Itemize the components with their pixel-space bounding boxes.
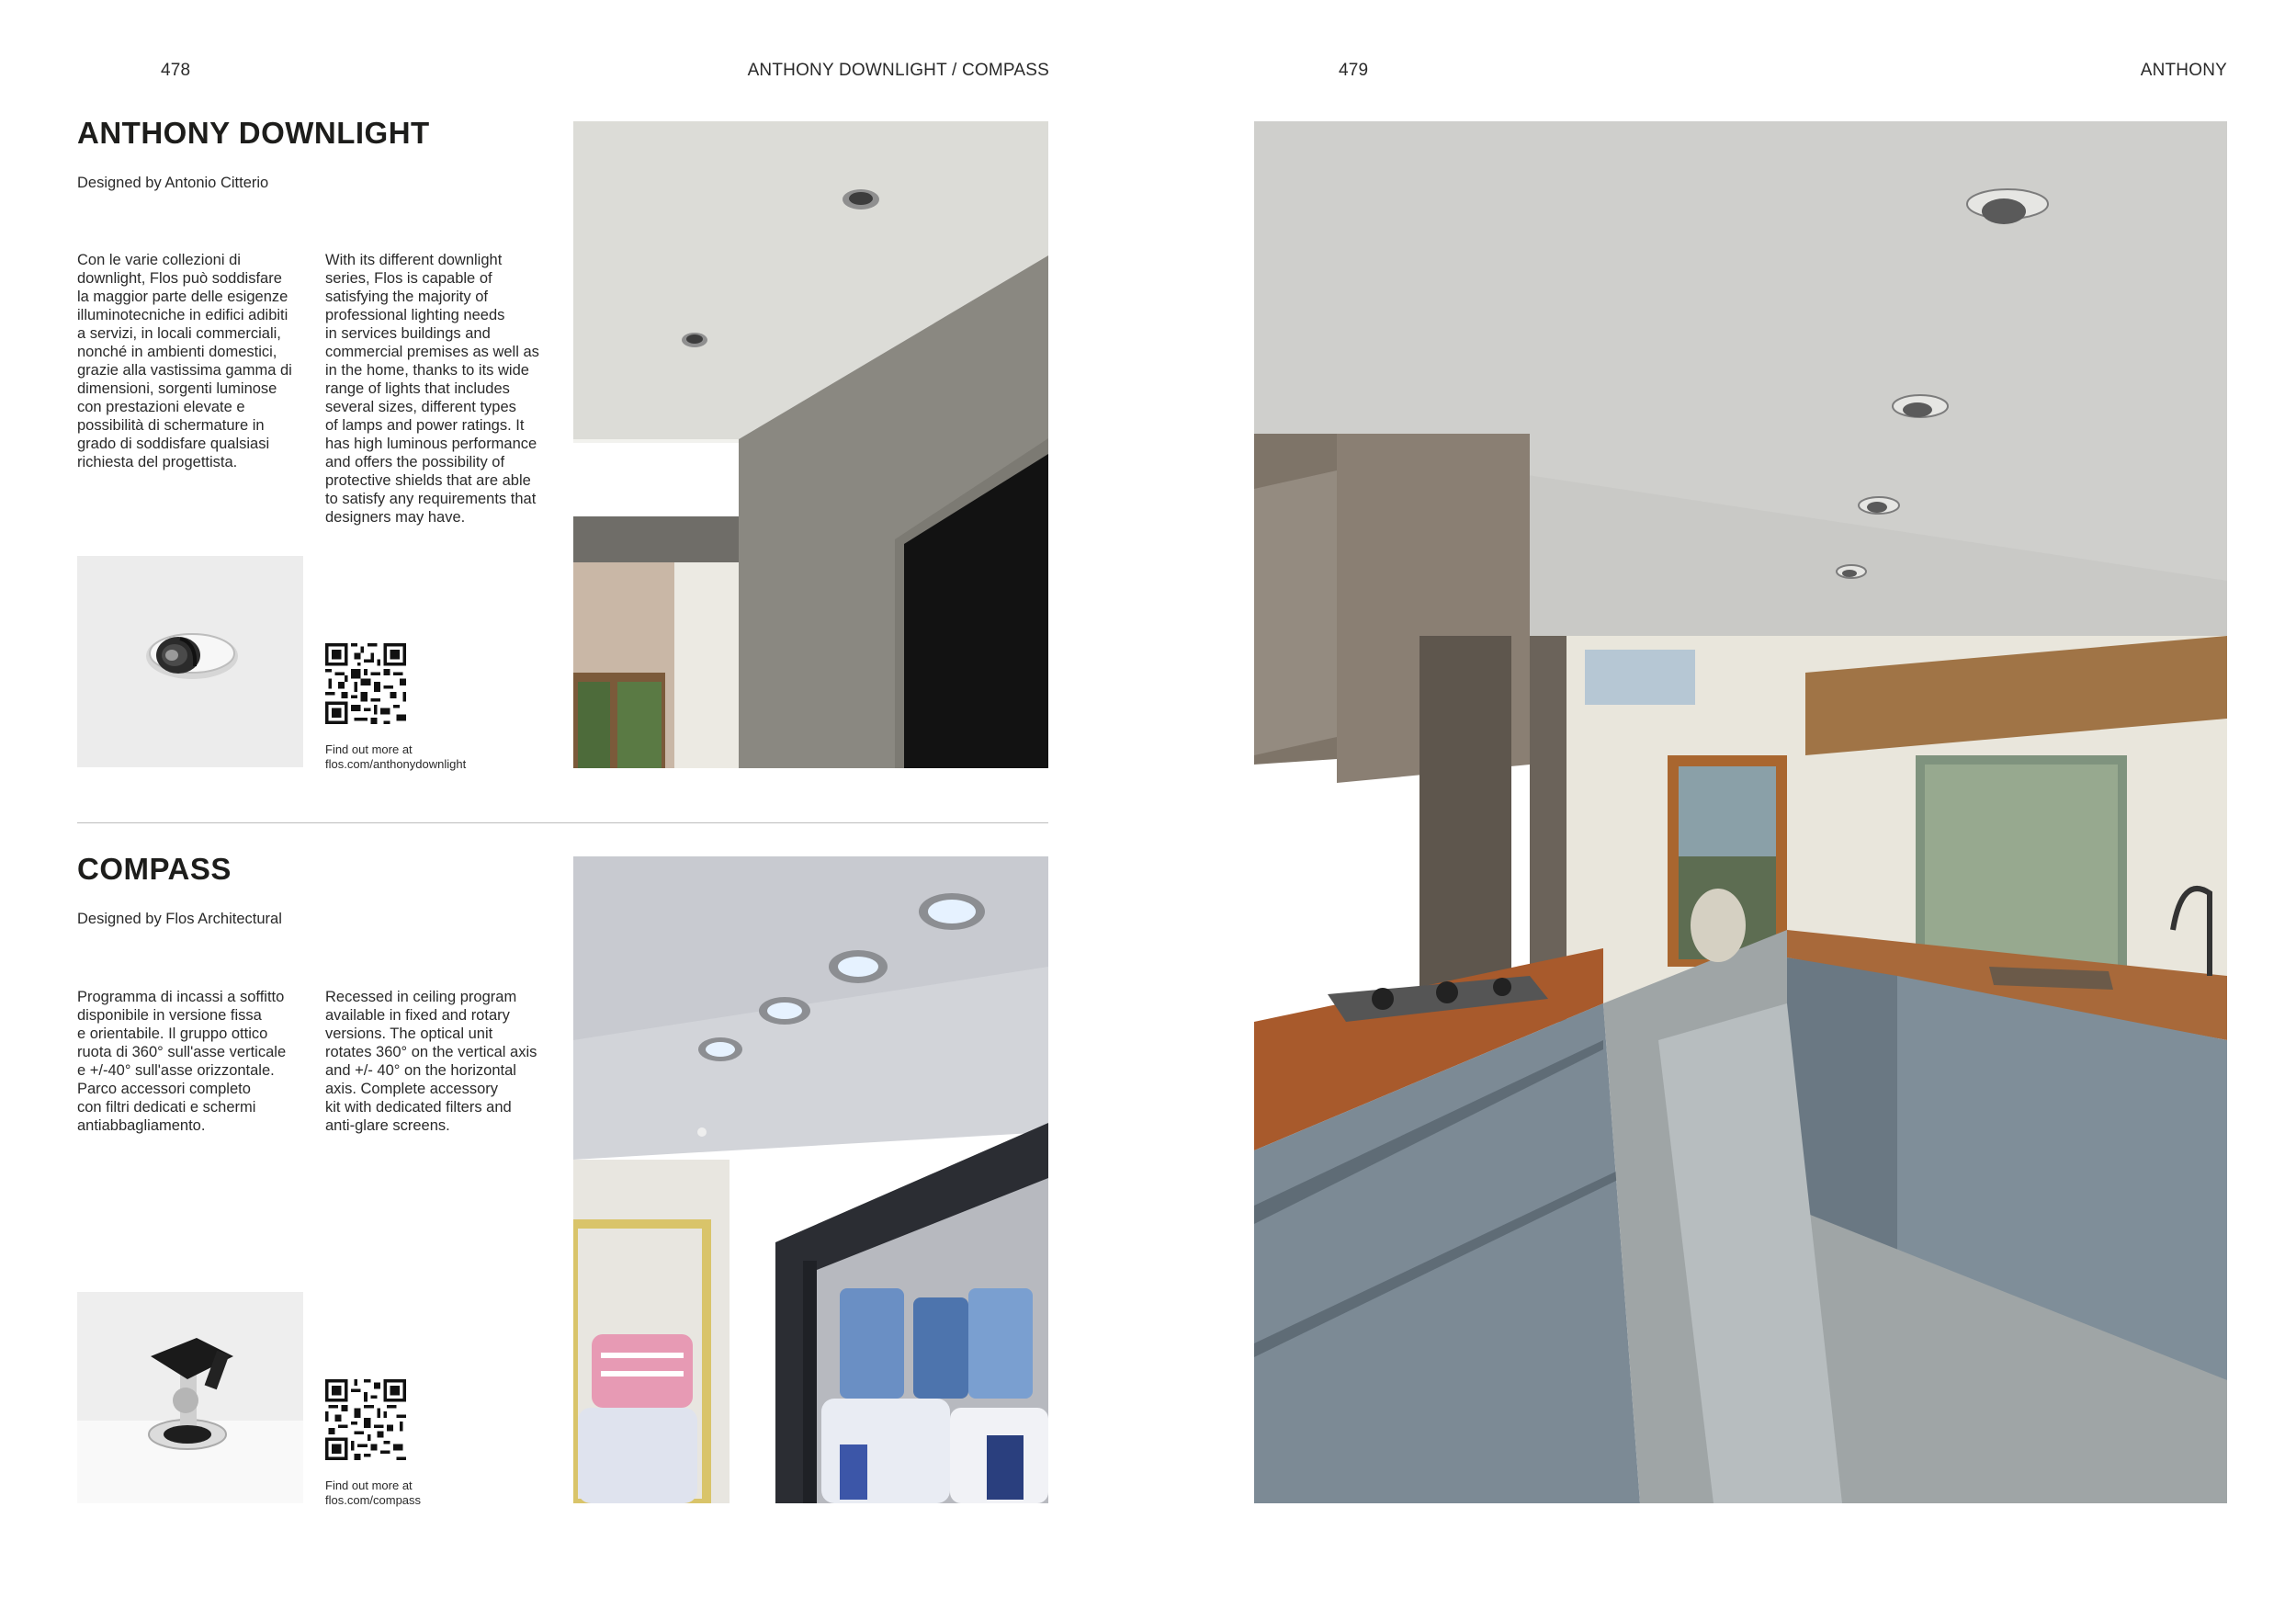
text-line: and +/- 40° on the horizontal	[325, 1062, 516, 1079]
text-line: antiabbagliamento.	[77, 1117, 206, 1134]
page-number-right: 479	[1339, 61, 1369, 80]
text-line: designers may have.	[325, 509, 466, 526]
text-line: con filtri dedicati e schermi	[77, 1099, 256, 1116]
text-line: anti-glare screens.	[325, 1117, 450, 1134]
text-line: range of lights that includes	[325, 380, 510, 397]
text-line: and offers the possibility of	[325, 454, 505, 470]
text-line: protective shields that are able	[325, 472, 531, 489]
anthony-product-image	[77, 556, 303, 767]
text-line: disponibile in versione fissa	[77, 1007, 262, 1024]
text-line: con prestazioni elevate e	[77, 399, 245, 415]
text-line: la maggior parte delle esigenze	[77, 289, 288, 305]
text-line: satisfying the majority of	[325, 289, 488, 305]
text-line: nonché in ambienti domestici,	[77, 344, 277, 360]
designer-anthony: Designed by Antonio Citterio	[77, 175, 269, 191]
text-line: in the home, thanks to its wide	[325, 362, 529, 379]
qr-caption-line: Find out more at	[325, 742, 413, 756]
compass-product-image	[77, 1292, 303, 1503]
text-line: downlight, Flos può soddisfare	[77, 270, 282, 287]
body-text-en-anthony	[325, 251, 555, 527]
qr-caption-line: Find out more at	[325, 1478, 413, 1492]
text-line: in services buildings and	[325, 325, 491, 342]
text-line: illuminotecniche in edifici adibiti	[77, 307, 288, 323]
text-line: Con le varie collezioni di	[77, 252, 241, 268]
text-line: Recessed in ceiling program	[325, 989, 517, 1005]
qr-caption-link[interactable]: flos.com/anthonydownlight	[325, 757, 467, 771]
kitchen-photo	[1254, 121, 2227, 1503]
text-line: rotates 360° on the vertical axis	[325, 1044, 537, 1060]
section-title-anthony: ANTHONY DOWNLIGHT	[77, 116, 430, 150]
text-line: ruota di 360° sull'asse verticale	[77, 1044, 287, 1060]
qr-code-compass[interactable]	[325, 1379, 406, 1460]
section-title-compass: COMPASS	[77, 852, 232, 886]
text-line: professional lighting needs	[325, 307, 505, 323]
body-text-it-compass	[77, 988, 307, 1135]
qr-caption-link[interactable]: flos.com/compass	[325, 1493, 422, 1507]
body-text-en-compass	[325, 988, 555, 1135]
text-line: dimensioni, sorgenti luminose	[77, 380, 277, 397]
compass-shop-photo	[573, 856, 1048, 1503]
qr-caption-anthony	[325, 742, 466, 772]
text-line: to satisfy any requirements that	[325, 491, 537, 507]
text-line: has high luminous performance	[325, 436, 537, 452]
text-line: e orientabile. Il gruppo ottico	[77, 1025, 268, 1042]
page-number-left: 478	[161, 61, 191, 80]
text-line: available in fixed and rotary	[325, 1007, 510, 1024]
text-line: several sizes, different types	[325, 399, 516, 415]
text-line: Programma di incassi a soffitto	[77, 989, 285, 1005]
text-line: commercial premises as well as	[325, 344, 539, 360]
anthony-room-photo	[573, 121, 1048, 768]
text-line: of lamps and power ratings. It	[325, 417, 525, 434]
designer-compass: Designed by Flos Architectural	[77, 911, 282, 927]
text-line: series, Flos is capable of	[325, 270, 492, 287]
text-line: kit with dedicated filters and	[325, 1099, 512, 1116]
qr-caption-compass	[325, 1478, 421, 1508]
text-line: e +/-40° sull'asse orizzontale.	[77, 1062, 275, 1079]
running-head-right: ANTHONY	[2140, 61, 2227, 80]
text-line: grado di soddisfare qualsiasi	[77, 436, 270, 452]
text-line: richiesta del progettista.	[77, 454, 238, 470]
text-line: versions. The optical unit	[325, 1025, 493, 1042]
text-line: With its different downlight	[325, 252, 503, 268]
running-head-left: ANTHONY DOWNLIGHT / COMPASS	[747, 61, 1049, 80]
qr-code-anthony[interactable]	[325, 643, 406, 724]
text-line: grazie alla vastissima gamma di	[77, 362, 292, 379]
text-line: Parco accessori completo	[77, 1081, 251, 1097]
text-line: possibilità di schermature in	[77, 417, 265, 434]
section-divider	[77, 822, 1048, 823]
text-line: axis. Complete accessory	[325, 1081, 498, 1097]
text-line: a servizi, in locali commerciali,	[77, 325, 281, 342]
body-text-it-anthony	[77, 251, 307, 471]
